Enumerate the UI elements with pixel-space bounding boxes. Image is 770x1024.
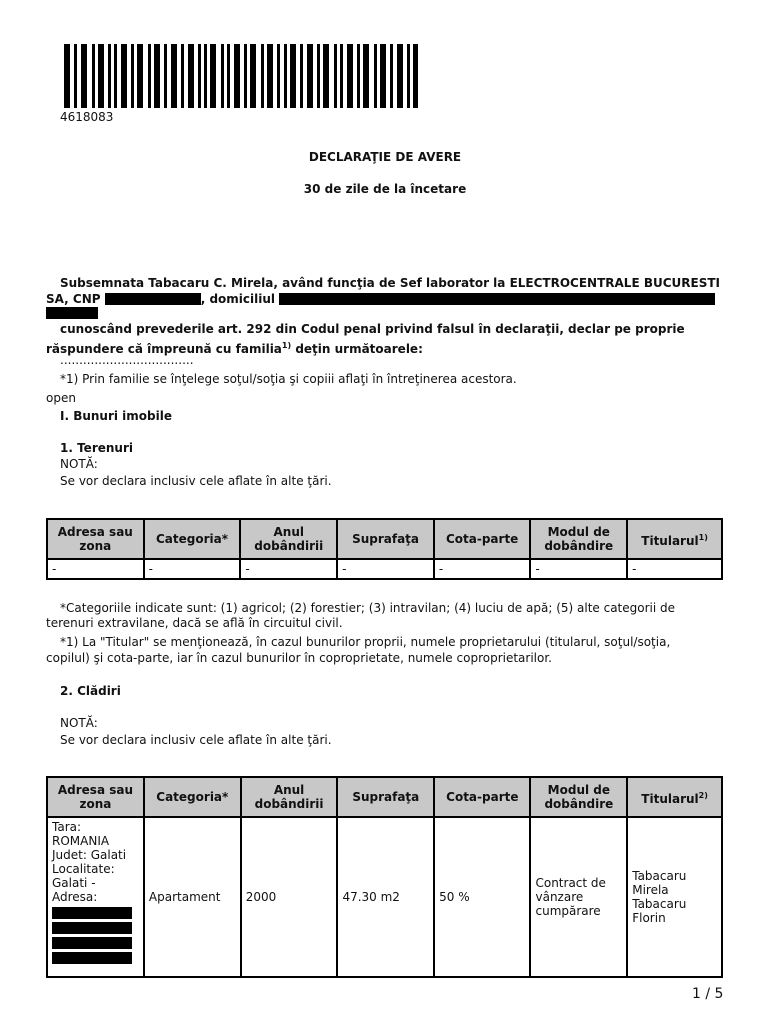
open-label: open (46, 391, 76, 405)
owner-line: Tabacaru (632, 897, 687, 911)
table-cell: - (144, 559, 241, 579)
area-cell: 47.30 m2 (337, 817, 434, 977)
mode-line: vânzare (535, 890, 584, 904)
intro-footnote: *1) Prin familie se înţelege soţul/soţia şi copiii aflaţi în întreţinerea acestora. (60, 372, 517, 386)
address-line: Galati - (52, 876, 96, 890)
category-cell: Apartament (144, 817, 241, 977)
terenuri-table (46, 518, 723, 580)
redacted-address (52, 922, 132, 934)
mode-line: Contract de (535, 876, 606, 890)
column-header: Cota-parte (434, 777, 530, 817)
terenuri-footnote-2: *1) La "Titular" se menţionează, în cazul bunurilor proprii, numele proprietarului (titularul, soţul/soţia, (60, 635, 671, 649)
address-line: ROMANIA (52, 834, 110, 848)
redacted-cnp (105, 293, 201, 305)
intro-dots: ................................... (60, 353, 194, 367)
terenuri-footnote-2b: copilul) şi cota-parte, iar în cazul bunurilor în coproprietate, numele coproprietarilor. (46, 651, 552, 665)
cladiri-note-text: Se vor declara inclusiv cele aflate în alte ţări. (60, 733, 332, 747)
redacted-domicile-cont (46, 307, 98, 319)
cladiri-table (46, 776, 723, 978)
address-line: Localitate: (52, 862, 115, 876)
table-header-row (47, 777, 722, 817)
column-header-titular (627, 519, 722, 559)
address-cell (47, 817, 144, 977)
column-header: Anul dobândirii (241, 777, 338, 817)
intro-line-4-b: deţin următoarele: (291, 342, 423, 356)
document-subtitle: 30 de zile de la încetare (303, 182, 467, 196)
table-header-row (47, 519, 722, 559)
share-cell: 50 % (434, 817, 530, 977)
intro-line-1: Subsemnata Tabacaru C. Mirela, având funcţia de Sef laborator la ELECTROCENTRALE BUCURESTI (60, 276, 720, 290)
section-title-immovable: I. Bunuri imobile (60, 409, 173, 423)
table-cell: - (627, 559, 722, 579)
table-cell: - (434, 559, 530, 579)
column-header: Suprafaţa (337, 777, 434, 817)
cladiri-note-label: NOTĂ: (60, 716, 98, 730)
owner-line: Tabacaru (632, 869, 687, 883)
owner-line: Florin (632, 911, 666, 925)
titular-footnote-ref: 1) (698, 532, 708, 542)
column-header: Modul de dobândire (530, 519, 627, 559)
column-header-titular (627, 777, 722, 817)
owner-line: Mirela (632, 883, 669, 897)
redacted-address (52, 907, 132, 919)
intro-line-2 (46, 292, 726, 307)
column-header: Suprafaţa (337, 519, 434, 559)
section-terenuri-title: 1. Terenuri (60, 441, 133, 455)
column-header: Anul dobândirii (240, 519, 337, 559)
year-cell: 2000 (241, 817, 338, 977)
table-row (47, 559, 722, 579)
titular-footnote-ref: 2) (698, 790, 708, 800)
barcode-image (64, 44, 418, 108)
address-line: Judet: Galati (52, 848, 127, 862)
owner-cell (627, 817, 722, 977)
address-line: Tara: (52, 820, 82, 834)
column-header: Adresa sau zona (47, 777, 144, 817)
redacted-address (52, 952, 132, 964)
table-cell: - (240, 559, 337, 579)
table-cell: - (530, 559, 627, 579)
domicile-label: , domiciliul (200, 292, 276, 306)
redacted-address (52, 937, 132, 949)
document-title: DECLARAŢIE DE AVERE (308, 150, 462, 164)
redacted-domicile (279, 293, 715, 305)
mode-line: cumpărare (535, 904, 601, 918)
titular-label: Titularul (641, 533, 699, 548)
mode-cell (530, 817, 627, 977)
cnp-label: SA, CNP (46, 292, 101, 306)
intro-footnote-ref: 1) (281, 341, 292, 350)
column-header: Categoria* (144, 519, 241, 559)
terenuri-footnote-1b: terenuri extravilane, dacă se află în circuitul civil. (46, 616, 343, 630)
terenuri-note-label: NOTĂ: (60, 457, 98, 471)
page-number: 1 / 5 (692, 986, 724, 1002)
column-header: Modul de dobândire (530, 777, 627, 817)
terenuri-footnote-1: *Categoriile indicate sunt: (1) agricol; (2) forestier; (3) intravilan; (4) luciu de apă; (5) alte categorii de (60, 601, 676, 615)
titular-label: Titularul (641, 791, 699, 806)
column-header: Adresa sau zona (47, 519, 144, 559)
table-row (47, 817, 722, 977)
address-line: Adresa: (52, 890, 98, 904)
table-cell: - (47, 559, 144, 579)
intro-line-4-a: răspundere că împreună cu familia (46, 342, 282, 356)
column-header: Categoria* (144, 777, 241, 817)
terenuri-note-text: Se vor declara inclusiv cele aflate în alte ţări. (60, 474, 332, 488)
table-cell: - (337, 559, 434, 579)
document-number: 4618083 (60, 110, 114, 124)
section-cladiri-title: 2. Clădiri (60, 684, 121, 698)
column-header: Cota-parte (434, 519, 530, 559)
intro-line-3: cunoscând prevederile art. 292 din Codul penal privind falsul în declaraţii, declar pe proprie (60, 322, 685, 336)
